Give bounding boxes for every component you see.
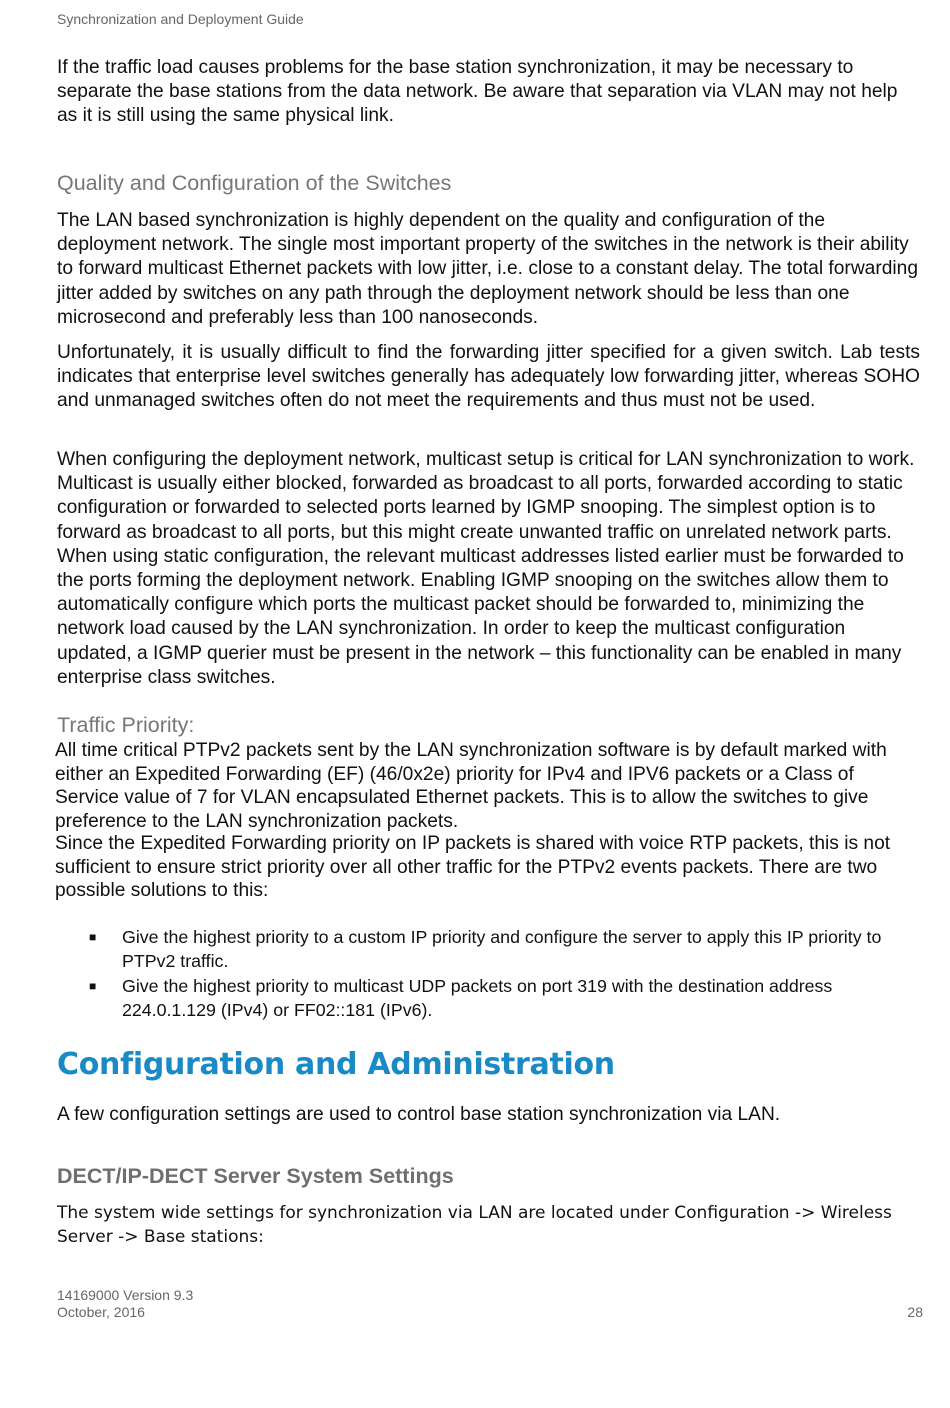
list-item-text: Give the highest priority to a custom IP priority and configure the server to apply this IP priority to PTPv2 traffic. (122, 927, 882, 971)
list-item (57, 974, 919, 1022)
list-item-text: Give the highest priority to multicast UDP packets on port 319 with the destination address 224.0.1.129 (IPv4) or FF02::181 (IPv6). (122, 976, 833, 1020)
section-heading-priority: Traffic Priority: (57, 713, 195, 737)
paragraph: When configuring the deployment network, multicast setup is critical for LAN synchronization to work. Multicast is usually either blocked, forwarded as broadcast to all ports, forwarded according to static configuration or forwarded to selected ports learned by IGMP snooping. The simplest option is to forward as broadcast to all ports, but this might create unwanted traffic on unrelated network parts. When using static configuration, the relevant multicast addresses listed earlier must be forwarded to the ports forming the deployment network. Enabling IGMP snooping on the switches allow them to automatically configure which ports the multicast packet should be forwarded to, minimizing the network load caused by the LAN synchronization. In order to keep the multicast configuration updated, a IGMP querier must be present in the network – this functionality can be enabled in many enterprise class switches. (57, 449, 915, 688)
paragraph: The LAN based synchronization is highly dependent on the quality and configuration of the deployment network. The single most important property of the switches in the network is their ability to forward multicast Ethernet packets with low jitter, i.e. close to a constant delay. The total forwarding jitter added by switches on any path through the deployment network should be less than one microsecond and preferably less than 100 nanoseconds. (57, 210, 919, 328)
footer-date: October, 2016 (57, 1304, 145, 1320)
bullet-icon: ■ (89, 930, 97, 944)
intro-paragraph: If the traffic load causes problems for the base station synchronization, it may be necessary to separate the base stations from the data network. Be aware that separation via VLAN may not help as it is still using the same physical link. (57, 57, 898, 127)
footer-doc-version: 14169000 Version 9.3 (57, 1287, 194, 1303)
bullet-list (57, 925, 919, 1022)
bullet-icon: ■ (89, 979, 97, 993)
page-number: 28 (907, 1304, 923, 1320)
list-item (57, 925, 919, 973)
running-header: Synchronization and Deployment Guide (57, 11, 304, 27)
subsection-heading: DECT/IP-DECT Server System Settings (57, 1164, 454, 1188)
paragraph: Since the Expedited Forwarding priority on IP packets is shared with voice RTP packets, this is not sufficient to ensure strict priority over all other traffic for the PTPv2 events packets. There are two possible solutions to this: (55, 833, 891, 901)
chapter-heading: Configuration and Administration (57, 1047, 615, 1082)
paragraph: All time critical PTPv2 packets sent by the LAN synchronization software is by default marked with either an Expedited Forwarding (EF) (46/0x2e) priority for IPv4 and IPV6 packets or a Class of Service value of 7 for VLAN encapsulated Ethernet packets. This is to allow the switches to give preference to the LAN synchronization packets. (55, 740, 887, 832)
paragraph: A few configuration settings are used to control base station synchronization via LAN. (57, 1104, 781, 1125)
paragraph: Unfortunately, it is usually difficult to find the forwarding jitter specified for a given switch. Lab tests indicates that enterprise level switches generally has adequately low forwarding jitter, whereas SOHO and unmanaged switches often do not meet the requirements and thus must not be used. (57, 342, 920, 412)
paragraph: The system wide settings for synchronization via LAN are located under Configuration -> Wireless Server -> Base stations: (57, 1203, 892, 1247)
section-heading-quality: Quality and Configuration of the Switches (57, 171, 452, 195)
